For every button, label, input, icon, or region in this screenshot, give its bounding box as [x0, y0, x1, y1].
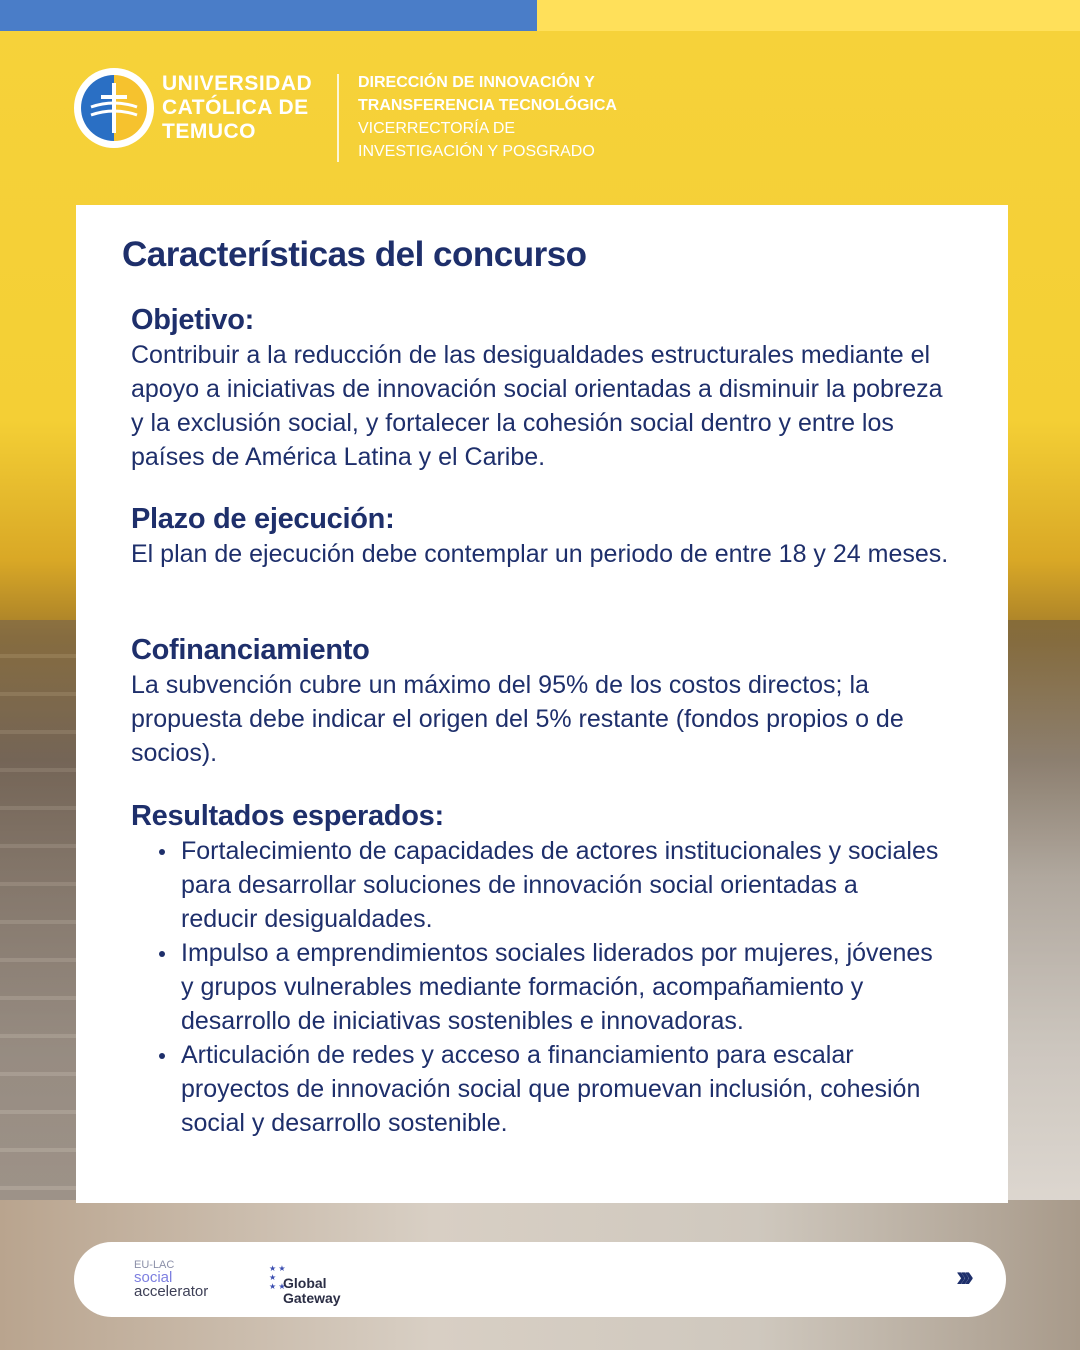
cofinanciamiento-heading: Cofinanciamiento: [131, 634, 370, 666]
university-name-line-2: CATÓLICA DE: [162, 96, 309, 119]
department-line-2: TRANSFERENCIA TECNOLÓGICA: [358, 97, 617, 114]
objetivo-text: Contribuir a la reducción de las desigualdades estructurales mediante el apoyo a iniciativas de innovación social orientadas a disminuir la pobreza y la exclusión social, y fortalecer la cohesión social dentro y entre los países de América Latina y el Caribe.: [131, 341, 943, 471]
global-gateway-logo: [269, 1264, 379, 1304]
resultados-heading: Resultados esperados:: [131, 800, 444, 832]
header-divider: [337, 74, 339, 162]
top-color-bar: [0, 0, 1080, 31]
global-gateway-line-2: Gateway: [283, 1290, 341, 1306]
background-photo-left: [0, 620, 80, 1260]
university-name-line-1: UNIVERSIDAD: [162, 72, 313, 95]
university-name: [162, 72, 332, 144]
eulac-line-1: EU-LAC: [134, 1259, 175, 1271]
top-bar-blue: [0, 0, 537, 31]
list-item: Articulación de redes y acceso a financiamiento para escalar proyectos de innovación social que promuevan inclusión, cohesión social y desarrollo sostenible.: [159, 1038, 939, 1140]
global-gateway-text: [283, 1276, 341, 1306]
section-plazo: [131, 501, 951, 571]
vicerrectoria-line-2: INVESTIGACIÓN Y POSGRADO: [358, 143, 595, 160]
global-gateway-line-1: Global: [283, 1275, 327, 1291]
eu-lac-social-accelerator-logo: [134, 1259, 234, 1301]
cofinanciamiento-text: La subvención cubre un máximo del 95% de los costos directos; la propuesta debe indicar el origen del 5% restante (fondos propios o de socios).: [131, 671, 904, 767]
plazo-heading: Plazo de ejecución:: [131, 503, 395, 535]
section-cofinanciamiento: [131, 632, 951, 770]
university-name-line-3: TEMUCO: [162, 120, 256, 143]
eulac-line-2: social: [134, 1269, 173, 1286]
header: [74, 68, 774, 168]
vicerrectoria-line-1: VICERRECTORÍA DE: [358, 120, 516, 137]
eu-stars-icon: ★ ★ ★ ★ ★: [269, 1264, 286, 1291]
list-item: Fortalecimiento de capacidades de actores institucionales y sociales para desarrollar soluciones de innovación social orientadas a reducir desigualdades.: [159, 834, 939, 936]
background-photo-right: [1000, 620, 1080, 1260]
next-arrows-icon[interactable]: ›››: [956, 1260, 968, 1293]
department-name: [358, 71, 738, 163]
footer-bar: [74, 1242, 1006, 1317]
section-objetivo: [131, 302, 951, 474]
section-resultados: [131, 798, 951, 1140]
objetivo-heading: Objetivo:: [131, 304, 254, 336]
eulac-line-3: accelerator: [134, 1283, 209, 1300]
plazo-text: El plan de ejecución debe contemplar un periodo de entre 18 y 24 meses.: [131, 540, 949, 568]
university-logo-icon: [74, 68, 154, 148]
list-item: Impulso a emprendimientos sociales liderados por mujeres, jóvenes y grupos vulnerables mediante formación, acompañamiento y desarrollo de iniciativas sostenibles e innovadoras.: [159, 936, 939, 1038]
page-title: Características del concurso: [122, 235, 587, 274]
top-bar-yellow: [537, 0, 1080, 31]
content-card: [76, 205, 1008, 1203]
resultados-list: [159, 834, 939, 1140]
department-line-1: DIRECCIÓN DE INNOVACIÓN Y: [358, 74, 595, 91]
